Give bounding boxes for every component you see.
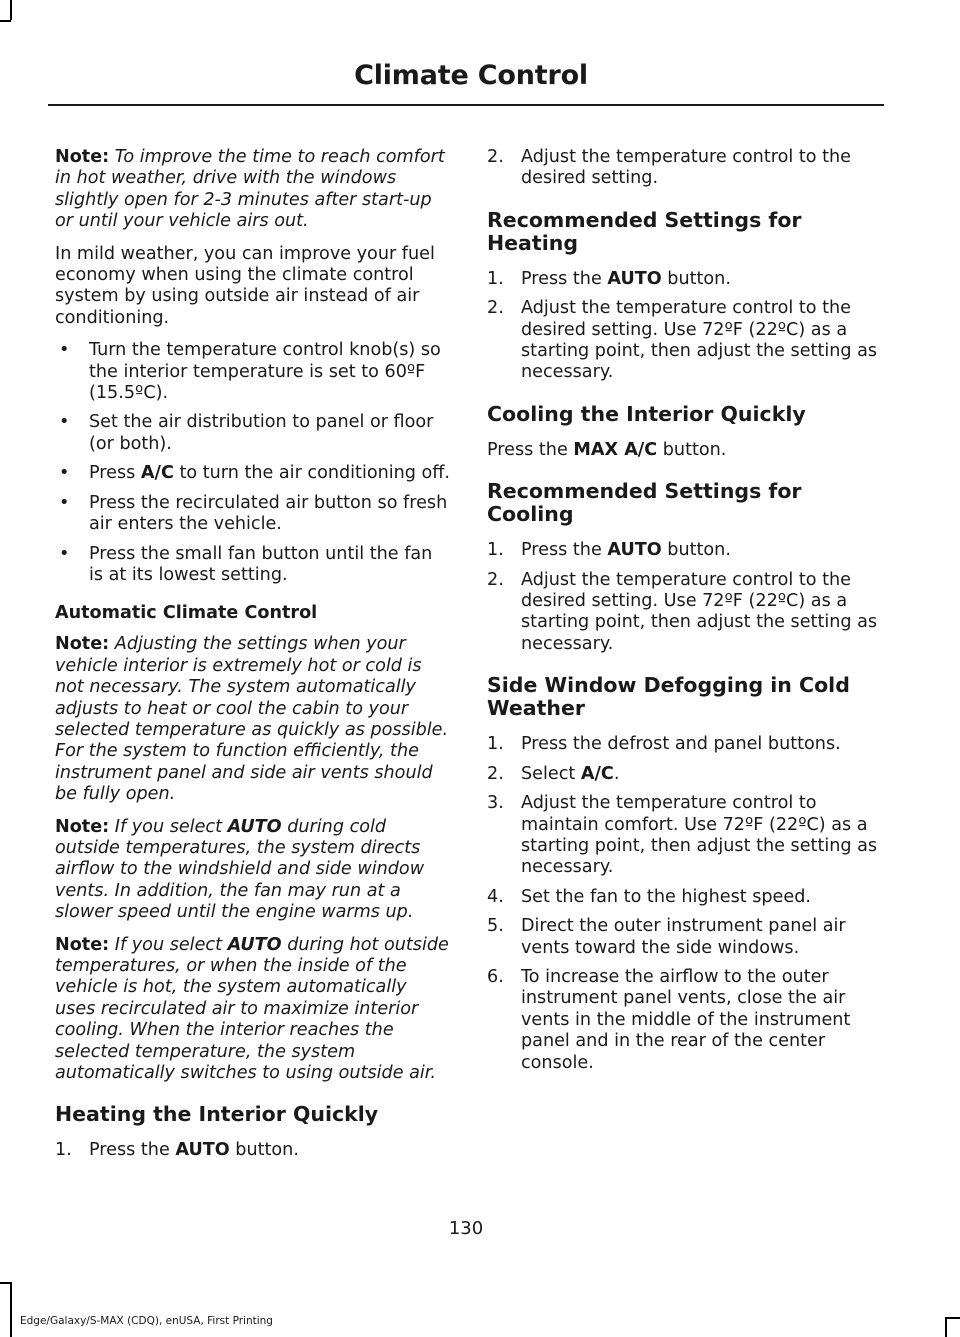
list-item: 1. Press the AUTO button.	[487, 268, 731, 289]
heating-quickly-steps-continued	[487, 147, 879, 190]
recommended-heating-steps	[487, 269, 879, 384]
fuel-economy-list	[55, 340, 451, 586]
list-item: 4. Set the fan to the highest speed.	[487, 886, 811, 907]
left-column	[55, 147, 451, 1170]
note-hot-weather: Note: To improve the time to reach comfort in hot weather, drive with the windows slightly open for 2-3 minutes after start-up or until your vehicle airs out.	[55, 147, 445, 232]
fuel-economy-paragraph: In mild weather, you can improve your fuel economy when using the climate control system by using outside air instead of air conditioning.	[55, 243, 435, 328]
section-heading-side-window-defogging: Side Window Defogging in Cold Weather	[487, 673, 850, 721]
crop-mark	[945, 1317, 947, 1337]
crop-mark	[0, 1282, 11, 1284]
crop-mark	[945, 1317, 960, 1319]
note-settings: Note: Adjusting the settings when your vehicle interior is extremely hot or cold is not necessary. The system automatically adjusts to heat or cool the cabin to your selected temperature as quickly as possible. For the system to function efficiently, the instrument panel and side air vents should be fully open.	[55, 634, 449, 805]
section-heading-automatic-climate-control: Automatic Climate Control	[55, 603, 318, 624]
note-auto-cold: Note: If you select AUTO during cold outside temperatures, the system directs airflow to the windshield and side window vents. In addition, the fan may run at a slower speed until the engine warms up.	[55, 816, 425, 923]
list-item: • Press the recirculated air button so fresh air enters the vehicle.	[59, 492, 448, 535]
list-item: 2. Select A/C.	[487, 763, 620, 784]
footer-text: Edge/Galaxy/S-MAX (CDQ), enUSA, First Printing	[20, 1315, 273, 1327]
list-item: 3. Adjust the temperature control to maintain comfort. Use 72ºF (22ºC) as a starting point, then adjust the setting as necessary.	[487, 793, 878, 878]
list-item: 1. Press the AUTO button.	[487, 540, 731, 561]
list-item: • Set the air distribution to panel or floor (or both).	[59, 412, 434, 454]
header-divider	[48, 104, 884, 106]
section-heading-recommended-cooling: Recommended Settings for Cooling	[487, 479, 802, 527]
page-title: Climate Control	[354, 60, 588, 91]
list-item: • Press A/C to turn the air conditioning off.	[59, 463, 451, 484]
list-item: 2. Adjust the temperature control to the desired setting. Use 72ºF (22ºC) as a starting point, then adjust the setting as necessary.	[487, 569, 878, 654]
section-heading-recommended-heating: Recommended Settings for Heating	[487, 207, 802, 255]
recommended-cooling-steps	[487, 540, 879, 655]
right-column	[487, 147, 879, 1082]
list-item: 2. Adjust the temperature control to the desired setting. Use 72ºF (22ºC) as a starting point, then adjust the setting as necessary.	[487, 298, 878, 383]
list-item: 5. Direct the outer instrument panel air vents toward the side windows.	[487, 916, 846, 958]
heating-quickly-steps	[55, 1140, 451, 1161]
list-item: 6. To increase the airflow to the outer instrument panel vents, close the air vents in the middle of the instrument panel and in the rear of the center console.	[487, 966, 851, 1073]
list-item: 2. Adjust the temperature control to the desired setting.	[487, 147, 851, 189]
list-item: • Turn the temperature control knob(s) so the interior temperature is set to 60ºF (15.5ºC).	[59, 340, 441, 404]
crop-mark	[0, 20, 11, 22]
list-item: 1. Press the defrost and panel buttons.	[487, 734, 841, 755]
crop-mark	[10, 0, 12, 20]
list-item: • Press the small fan button until the fan is at its lowest setting.	[59, 543, 433, 585]
section-heading-cooling-quickly: Cooling the Interior Quickly	[487, 401, 806, 426]
cooling-quickly-instruction: Press the MAX A/C button.	[487, 439, 727, 460]
section-heading-heating-quickly: Heating the Interior Quickly	[55, 1102, 379, 1127]
defogging-steps	[487, 734, 879, 1074]
note-auto-hot: Note: If you select AUTO during hot outside temperatures, or when the inside of the vehicle is hot, the system automatically uses recirculated air to maximize interior cooling. When the interior reaches the selected temperature, the system automatically switches to using outside air.	[55, 934, 449, 1084]
crop-mark	[10, 1282, 12, 1337]
list-item: 1. Press the AUTO button.	[55, 1140, 299, 1161]
page-number: 130	[448, 1218, 484, 1239]
